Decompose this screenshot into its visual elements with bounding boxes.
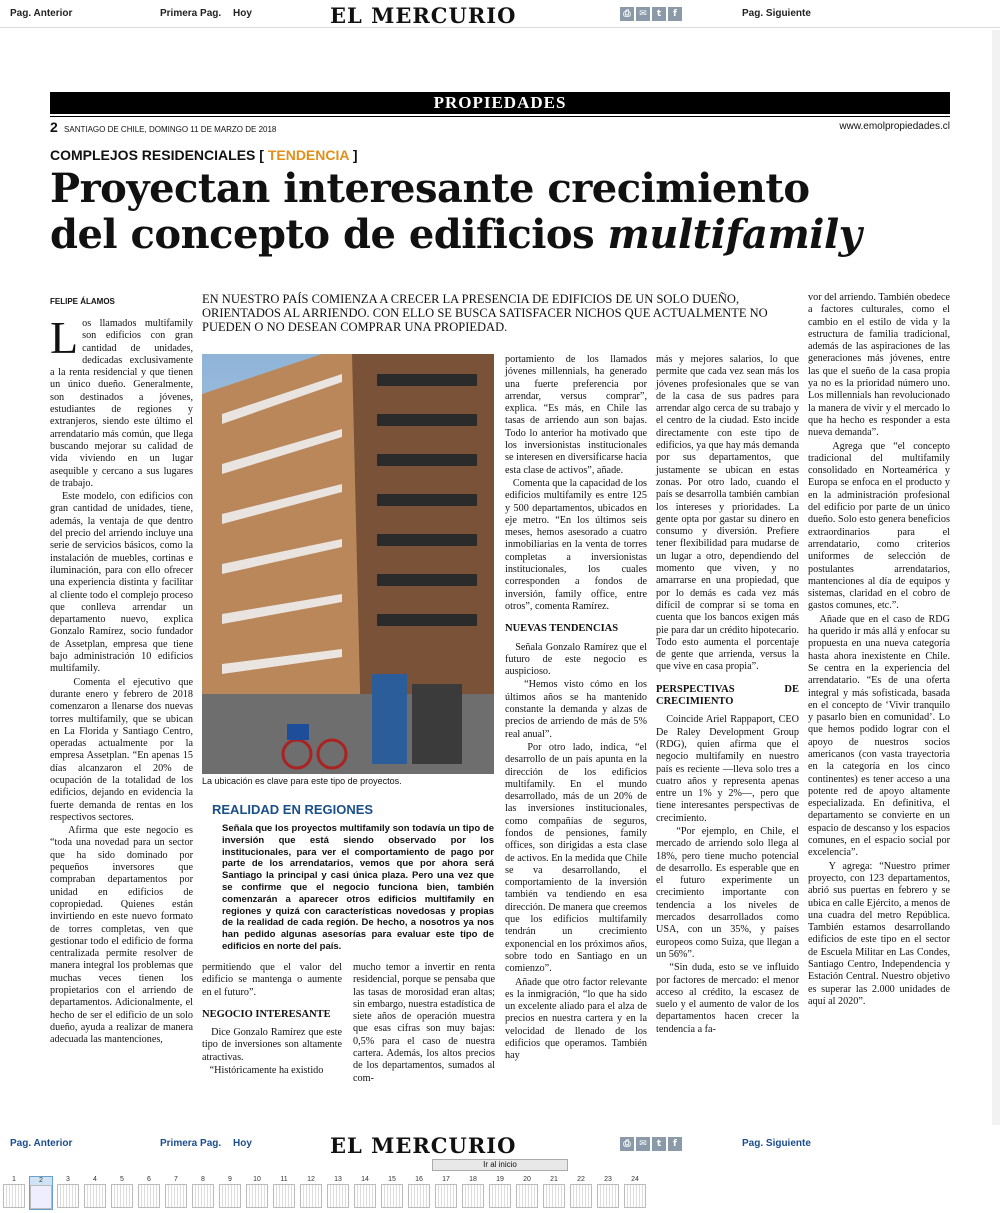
page-thumbnail-image: [300, 1184, 322, 1208]
page-thumbnail-number: 17: [442, 1176, 450, 1183]
page-thumbnail-number: 2: [39, 1177, 43, 1184]
page-thumbnail[interactable]: [245, 1176, 269, 1210]
print-icon[interactable]: ⎙: [620, 1137, 634, 1151]
page-thumbnail-image: [165, 1184, 187, 1208]
paragraph: Por otro lado, indica, “el desarrollo de un país apunta en la dirección de los edificios multifamily. En el mundo desarrollado, más de un 20% de las inversiones institucionales, como compañías de seguros, fondos de pensiones, family offices, son dirigidas a esta clase de activos. En la medida que Chile se va desarrollando, el comportamiento de la inversión también va tendiendo en esa dirección. De manera que creemos que los edificios multifamily tendrán un crecimiento exponencial en los próximos años, sobre todo en Santiago en un comienzo”.: [505, 741, 648, 975]
page-thumbnail-number: 4: [93, 1176, 97, 1183]
paragraph: “Históricamente ha existido: [209, 1065, 324, 1077]
el-mercurio-logo-bottom[interactable]: EL MERCURIO: [330, 1133, 517, 1158]
column-3: [505, 354, 648, 1062]
el-mercurio-logo[interactable]: EL MERCURIO: [330, 3, 517, 28]
go-to-top-button[interactable]: Ir al inicio: [432, 1159, 568, 1171]
page-thumbnail-number: 1: [12, 1176, 16, 1183]
page-thumbnail[interactable]: [380, 1176, 404, 1210]
paragraph: Este modelo, con edificios con gran cantidad de unidades, tiene, además, la ventaja de que dentro del precio del arriendo incluye una serie de servicios básicos, como la instalación de muebles, cortinas e iluminación, para con ello ofrecer una experiencia distinta y facilitar al cliente todo el complejo proceso que conlleva arrendar un departamento nuevo, explica Gonzalo Ramírez, socio fundador de Assetplan, empresa que tiene bajo administración 10 edificios multifamily.: [50, 491, 193, 675]
subheading: NEGOCIO INTERESANTE: [202, 1008, 331, 1020]
page-thumbnail-image: [84, 1184, 106, 1208]
today-link[interactable]: Hoy: [233, 8, 252, 19]
paragraph: “Sin duda, esto se ve influido por factores de mercado: el menor acceso al crédito, la escasez de suelo y el aumento de valor de los departamentos hacen crecer la tendencia a fa-: [656, 962, 800, 1035]
share-icons-bottom: [620, 1137, 682, 1151]
dateline: SANTIAGO DE CHILE, DOMINGO 11 DE MARZO DE 2018: [64, 125, 277, 134]
page-thumbnail-number: 16: [415, 1176, 423, 1183]
column-5: [808, 292, 950, 1104]
page-thumbnail-number: 14: [361, 1176, 369, 1183]
page-thumbnail[interactable]: [569, 1176, 593, 1210]
page-thumbnail-image: [624, 1184, 646, 1208]
page-thumbnail-image: [30, 1185, 52, 1209]
headline: [50, 166, 950, 258]
next-page-link-bottom[interactable]: Pag. Siguiente: [742, 1138, 811, 1149]
page-thumbnail-number: 20: [523, 1176, 531, 1183]
page-thumbnail[interactable]: [407, 1176, 431, 1210]
page-thumbnail-number: 12: [307, 1176, 315, 1183]
page-thumbnail-image: [435, 1184, 457, 1208]
paragraph: Y agrega: “Nuestro primer proyecto, con 123 departamentos, abrió sus puertas en febrero y se ubica en calle Ejército, a menos de una cuadra del metro República. También estamos desarrollando edificios de este tipo en el sector de Escuela Militar en Las Condes, Santiago Centro, Independencia y Estación Central. Nuestro objetivo es superar las 2.000 unidades de aquí al 2020”.: [808, 860, 951, 1007]
headline-italic: multifamily: [607, 211, 862, 258]
page-thumbnail[interactable]: [29, 1176, 53, 1210]
page-number: 2: [50, 119, 58, 135]
paragraph: mucho temor a invertir en renta residencial, porque se pensaba que las tasas de morosidad eran altas; sin embargo, nuestra estadística de siete años de operación muestra que esas cifras son muy bajas: 0,5% para el caso de nuestra cartera. Además, los altos precios de los departamentos, sumados al com-: [353, 962, 495, 1084]
page-thumbnail-number: 24: [631, 1176, 639, 1183]
box-title: REALIDAD EN REGIONES: [212, 802, 374, 817]
page-thumbnail-number: 22: [577, 1176, 585, 1183]
paragraph: os llamados multifamily son edificios con gran cantidad de unidades, dedicadas exclusivamente a la renta residencial y que tienen un único dueño. Generalmente, son destinados a jóvenes, estudiantes de regiones y extranjeros, siendo este último el arrendatario más común, que llega buscando mejorar su calidad de vida viviendo en un lugar asequible y cercano a sus lugares de trabajo.: [50, 318, 193, 489]
page-thumbnail[interactable]: [83, 1176, 107, 1210]
paragraph: Comenta que la capacidad de los edificios multifamily es entre 125 y 500 departamentos, ubicados en eje metro. “En los últimos seis meses, hemos asesorado a cuatro inmobiliarias en la venta de torres completas a inversionistas institucionales, los cuales corresponden a fondos de inversión, family office, entre otros”, comenta Ramírez.: [505, 477, 648, 612]
page-meta: [50, 119, 950, 135]
paragraph: más y mejores salarios, lo que permite que cada vez sean más los jóvenes profesionales que se van de la casa de sus padres para arrendar algo cerca de su trabajo y el centro de la ciudad. Esto incide directamente con este tipo de edificios, ya que hay más demanda por sus departamentos, que justamente se ubican en estas zonas. Por otro lado, cuando el país se desarrolla también cambian los intereses y prioridades. La gente opta por gastar su dinero en consumo y diversión. Prefiere tener flexibilidad para mudarse de un lugar a otro, dependiendo del momento que viven, y no amarrarse en una propiedad, que por lo demás es cada vez más difícil de comprar si se toma en cuenta que los bancos exigen más pie para dar un crédito hipotecario. Todo esto aumenta el porcentaje de gente que arrienda, versus la que vive en casa propia”.: [656, 354, 799, 673]
page-thumbnail-image: [246, 1184, 268, 1208]
subheading: NUEVAS TENDENCIAS: [505, 623, 619, 635]
paragraph: “Hemos visto cómo en los últimos años se ha mantenido constante la demanda y alzas de precios de arriendo de más de 5% real anual”.: [505, 679, 647, 740]
headline-line-1: Proyectan interesante crecimiento: [50, 165, 810, 212]
page-thumbnail[interactable]: [2, 1176, 26, 1210]
page-thumbnail-image: [354, 1184, 376, 1208]
page-thumbnail[interactable]: [596, 1176, 620, 1210]
page-thumbnail[interactable]: [191, 1176, 215, 1210]
page-thumbnail-number: 18: [469, 1176, 477, 1183]
page-thumbnail-image: [192, 1184, 214, 1208]
page-thumbnail-number: 23: [604, 1176, 612, 1183]
page-thumbnail-image: [138, 1184, 160, 1208]
email-icon[interactable]: ✉: [636, 1137, 650, 1151]
page-thumbnail-image: [597, 1184, 619, 1208]
page-thumbnail[interactable]: [353, 1176, 377, 1210]
paragraph: Coincide Ariel Rappaport, CEO De Raley Development Group (RDG), quien afirma que el negocio multifamily en nuestro país es reciente —lleva solo tres a cuatro años y representa apenas entre un 1% y 2%—, pero que tiene interesantes perspectivas de crecimiento.: [656, 714, 800, 824]
paragraph: permitiendo que el valor del edificio se mantenga o aumente en el futuro”.: [202, 962, 342, 998]
page-thumbnail[interactable]: [623, 1176, 647, 1210]
headline-line-2: del concepto de edificios: [50, 211, 608, 258]
kicker-tag: TENDENCIA: [267, 147, 349, 163]
column-3-bottom: [353, 962, 495, 1112]
page-thumbnail-number: 8: [201, 1176, 205, 1183]
paragraph: vor del arriendo. También obedece a factores culturales, como el cambio en el estilo de vida y la estructura de familia tradicional, además de las aspiraciones de las generaciones más jóvenes, entre las que el sueño de la casa propia ya no es la prioridad número uno. Los millennials han revolucionado la manera de vivir y el mercado lo que ha hecho es responder a esta nueva demanda”.: [808, 292, 950, 439]
drop-cap: L: [50, 312, 79, 363]
paragraph: Dice Gonzalo Ramírez que este tipo de inversiones son altamente atractivas.: [202, 1027, 342, 1063]
twitter-icon[interactable]: t: [652, 1137, 666, 1151]
kicker-label: COMPLEJOS RESIDENCIALES [: [50, 147, 264, 163]
subheading: PERSPECTIVAS DE CRECIMIENTO: [656, 683, 799, 708]
box-text: Señala que los proyectos multifamily son todavía un tipo de inversión que está siendo observado por los institucionales, para ver el comportamiento de pago por parte de los arrendatarios, vemos que por ahora será Santiago la principal y casi única plaza. Pero una vez que se confirme que el negocio funciona bien, también comenzarán a aparecer otros edificios multifamily en regiones y quizá con características novedosas y propias de la realidad de cada región. De hecho, a nosotros ya nos han pedido algunas asesorías para evaluar este tipo de edificios en norte del país.: [222, 823, 494, 952]
paragraph: Señala Gonzalo Ramírez que el futuro de este negocio es auspicioso.: [505, 641, 647, 678]
building-photo: [202, 354, 494, 774]
regiones-box: [202, 792, 494, 970]
page-thumbnail[interactable]: [461, 1176, 485, 1210]
page-thumbnail-image: [381, 1184, 403, 1208]
page-thumbnail-number: 6: [147, 1176, 151, 1183]
facebook-icon[interactable]: f: [668, 7, 682, 21]
page-thumbnail-number: 15: [388, 1176, 396, 1183]
page-thumbnail-number: 10: [253, 1176, 261, 1183]
page-thumbnail-number: 11: [280, 1176, 288, 1183]
bottom-navigation-bar: [0, 1130, 1000, 1158]
page-thumbnail-image: [111, 1184, 133, 1208]
kicker: [50, 147, 358, 163]
column-4: [656, 354, 799, 1104]
page-thumbnail[interactable]: [110, 1176, 134, 1210]
column-1: [50, 312, 194, 1104]
page-thumbnail[interactable]: [272, 1176, 296, 1210]
page-thumbnail[interactable]: [218, 1176, 242, 1210]
share-icons: [620, 7, 682, 21]
page-thumbnail[interactable]: [137, 1176, 161, 1210]
page-thumbnail-image: [57, 1184, 79, 1208]
column-2-bottom: [202, 962, 342, 1112]
page-thumbnail-number: 19: [496, 1176, 504, 1183]
page-thumbnail-image: [327, 1184, 349, 1208]
page-thumbnail[interactable]: [164, 1176, 188, 1210]
page-thumbnail[interactable]: [515, 1176, 539, 1210]
section-header: PROPIEDADES: [50, 92, 950, 114]
prev-page-link-bottom[interactable]: Pag. Anterior: [10, 1138, 73, 1149]
page-thumbnail-image: [516, 1184, 538, 1208]
next-page-link[interactable]: Pag. Siguiente: [742, 8, 811, 19]
paragraph: Afirma que este negocio es “toda una novedad para un sector que ha sido dominado por pequeños inversores que compraban departamentos por unidad en edificios de copropiedad. Quienes están invirtiendo en este nuevo formato de torres completas, ven que gestionar todo el edificio de forma centralizada permite resolver de manera integral los problemas que muchas veces tienen los propietarios con el arriendo de departamentos. Adicionalmente, el hecho de ser el edificio de un solo dueño, ayuda a realizar de manera adecuada las mantenciones,: [50, 825, 194, 1046]
prev-page-link[interactable]: Pag. Anterior: [10, 8, 73, 19]
twitter-icon[interactable]: t: [652, 7, 666, 21]
page-thumbnail-number: 9: [228, 1176, 232, 1183]
paragraph: Comenta el ejecutivo que durante enero y febrero de 2018 comenzaron a llenarse dos nuevas torres multifamily, que se ubican en La Florida y Santiago Centro, operadas actualmente por la empresa Assetplan. “En apenas 15 días alcanzaron el 20% de ocupación de la totalidad de los edificios, dejando en evidencia la fuerte demanda de rentas en los respectivos sectores.: [50, 676, 193, 823]
page-thumbnail-image: [489, 1184, 511, 1208]
page-thumbnail[interactable]: [488, 1176, 512, 1210]
paragraph: Agrega que “el concepto tradicional del multifamily consolidado en Norteamérica y Europa se enfoca en el producto y en la administración profesional del edificio por parte de un único dueño. Solo esto genera beneficios extraordinarios para el arrendatario, como criterios uniformes de selección de postulantes arrendatarios, mantenciones al día de equipos y sistemas, claridad en el cobro de gastos comunes, etc.”.: [808, 440, 950, 612]
page-thumbnail-image: [219, 1184, 241, 1208]
page-thumbnail-number: 3: [66, 1176, 70, 1183]
page-scrollbar[interactable]: [992, 30, 1000, 1125]
email-icon[interactable]: ✉: [636, 7, 650, 21]
paragraph: Añade que otro factor relevante es la inmigración, “lo que ha sido un excelente aliado para el alza de precios en nuestra cartera y en la velocidad de llenado de los edificios que operamos. También hay: [505, 976, 647, 1062]
page-thumbnail-number: 13: [334, 1176, 342, 1183]
top-navigation-bar: [0, 0, 1000, 28]
photo-caption: La ubicación es clave para este tipo de proyectos.: [202, 776, 402, 786]
paragraph: Añade que en el caso de RDG ha querido ir más allá y enfocar su propuesta en una nueva categoría hasta ahora inexistente en Chile. Se centra en la experiencia del arrendatario. “Es de una oferta integral y más sofisticada, basada en el concepto de ‘Vivir tranquilo y pasarlo bien en comunidad’. Lo que hemos podido lograr con el apoyo de nuestros socios americanos (con vasta trayectoria en la categoría en los cinco continentes) es tener acceso a una potente red de apoyo altamente especializada. En definitiva, el departamento se convierte en un espacio de descanso y los espacios comunes, en el espacio social por excelencia”.: [808, 613, 950, 859]
page-thumbnail[interactable]: [326, 1176, 350, 1210]
page-thumbnail-image: [543, 1184, 565, 1208]
page-thumbnail-image: [408, 1184, 430, 1208]
byline: FELIPE ÁLAMOS: [50, 297, 115, 306]
newspaper-page: [50, 92, 950, 1110]
today-link-bottom[interactable]: Hoy: [233, 1138, 252, 1149]
paragraph: portamiento de los llamados jóvenes millennials, ha generado una fuerte preferencia por arrendar, versus comprar”, explica. “Es más, en Chile las tasas de arriendo aun son bajas. Todo lo anterior ha motivado que los inversionistas institucionales se interesen en diversificarse hacia esta clase de activos”, añade.: [505, 354, 647, 476]
page-thumbnail-number: 5: [120, 1176, 124, 1183]
facebook-icon[interactable]: f: [668, 1137, 682, 1151]
page-thumbnail[interactable]: [542, 1176, 566, 1210]
first-page-link-bottom[interactable]: Primera Pag.: [160, 1138, 222, 1149]
page-thumbnail-image: [273, 1184, 295, 1208]
page-thumbnails: [2, 1176, 647, 1210]
page-thumbnail-image: [570, 1184, 592, 1208]
first-page-link[interactable]: Primera Pag.: [160, 8, 222, 19]
print-icon[interactable]: ⎙: [620, 7, 634, 21]
page-thumbnail-number: 7: [174, 1176, 178, 1183]
page-thumbnail-image: [462, 1184, 484, 1208]
page-thumbnail-image: [3, 1184, 25, 1208]
paragraph: “Por ejemplo, en Chile, el mercado de arriendo solo llega al 18%, pero tiene mucho potencial de desarrollo. Es esperable que en el futuro experimente un crecimiento importante con tendencia a los niveles de mercados desarrollados como USA, con un 35%, y países europeos como Suiza, que llegan a un 56%”.: [656, 825, 800, 960]
kicker-bracket: ]: [352, 147, 358, 163]
page-thumbnail-number: 21: [550, 1176, 558, 1183]
lead-paragraph: EN NUESTRO PAÍS COMIENZA A CRECER LA PRESENCIA DE EDIFICIOS DE UN SOLO DUEÑO, ORIENTADOS AL ARRIENDO. CON ELLO SE BUSCA SATISFACER NICHOS QUE ACTUALMENTE NO PUEDEN O NO DESEAN COMPRAR UNA PROPIEDAD.: [202, 292, 768, 334]
page-thumbnail[interactable]: [299, 1176, 323, 1210]
page-thumbnail[interactable]: [434, 1176, 458, 1210]
page-thumbnail[interactable]: [56, 1176, 80, 1210]
site-url: www.emolpropiedades.cl: [839, 121, 950, 132]
